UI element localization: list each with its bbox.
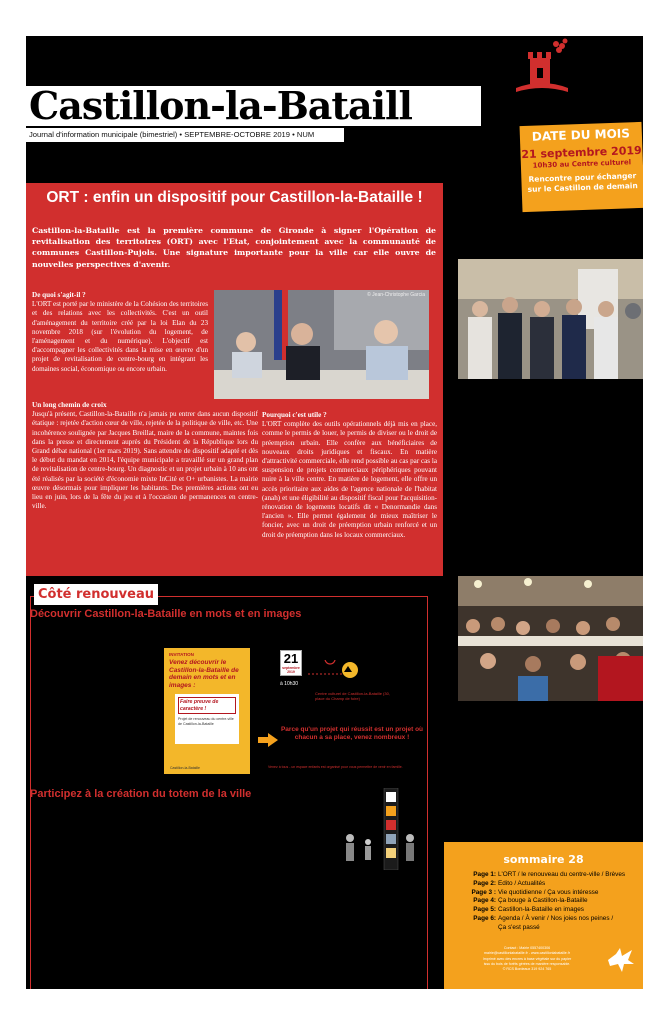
section-title: De quoi s'agit-il ?	[32, 291, 86, 299]
officials-photo	[458, 259, 643, 379]
sommaire-item: Page 4: Ça bouge à Castillon-la-Bataille	[473, 897, 588, 905]
flyer-project: Projet de renouveau du centre-ville de Castillon-la-Bataille	[178, 717, 234, 726]
date-box-date: 21 septembre 2019	[521, 143, 642, 162]
sommaire-box	[444, 842, 643, 989]
date-box-title: DATE DU MOIS	[531, 126, 631, 144]
sommaire-item: Page 6: Agenda / À venir / Nos joies nos peines /	[473, 914, 614, 922]
sommaire-item: Ça s'est passé	[498, 923, 540, 931]
article-title: ORT : enfin un dispositif pour Castillon-la-Bataille !	[46, 189, 423, 206]
calendar-icon	[280, 650, 302, 676]
sommaire-list	[444, 871, 643, 933]
event-venue: Centre culturel de Castillon-la-Bataille (30, place du Champ de foire)	[315, 691, 390, 701]
newsletter-title: Castillon-la-Bataill	[29, 86, 412, 126]
newsletter-page	[26, 36, 643, 989]
section-text: L'ORT est porté par le ministère de la Cohésion des territoires et des relations avec les collectivités. C'est un outil d'aménagement du territoire créé par la loi Elan du 23 novembre 2018 (sur l'évolution du logement, de l'aménagement et du numérique). L'objectif est d'accompagner les collectivités dans la mise en œuvre d'un projet de revitalisation de centre-bourg en intégrant les domaines social, économique ou encore urbain.	[32, 300, 208, 373]
event-crowd-photo-image	[458, 576, 643, 701]
totem-illustration	[336, 788, 426, 870]
ort-article	[26, 183, 443, 576]
location-pin-icon	[308, 660, 358, 686]
sommaire-item: Page 5: Castillon-la-Bataille en images	[473, 906, 584, 914]
newsletter-subline: Journal d'information municipale (bimestriel) • SEPTEMBRE-OCTOBRE 2019 • NUM	[26, 128, 344, 142]
signing-photo-image	[214, 290, 429, 399]
section-text: L'ORT complète des outils opérationnels déjà mis en place, comme le permis de louer, le permis de diviser ou le droit de préemption urbain. Elle confère aux bénéficiaires de nouveaux droits juridiques et fiscaux. En matière d'attractivité commerciale, elle rend possible au cas par cas la suspension de projets commerciaux périphériques pouvant nuire à la ville centre. En matière de logement, elle offre un accès prioritaire aux aides de l'agence nationale de l'habitat (anah) et une éligibilité au dispositif fiscal pour l'acquisition-rénovation de logements locatifs dit « Denormandie dans l'ancien ». Elle permet également de mieux maîtriser le foncier, avec un droit de préemption urbain renforcé et un droit de préemption dans les locaux commerciaux.	[262, 420, 437, 539]
article-chapo: Castillon-la-Bataille est la première commune de Gironde à signer l'Opération de revitalisation des territoires (ORT) avec l'Etat, conjointement avec la communauté de communes Castillon-Pujols. Une signature importante pour la ville car elle ouvre de nouvelles perspectives d'avenir.	[32, 226, 436, 269]
officials-photo-image	[458, 259, 643, 379]
flyer-footer: Castillon-la-Bataille	[170, 766, 200, 770]
castle-logo-icon	[508, 38, 576, 94]
flyer-tag: INVITATION	[169, 652, 194, 657]
date-box-time: 10h30 au Centre culturel	[532, 158, 632, 170]
event-promo-text: Parce qu'un projet qui réussit est un projet où chacun a sa place, venez nombreux !	[280, 726, 424, 742]
invitation-flyer	[164, 648, 250, 774]
flyer-heading: Venez découvrir le Castillon-la-Bataille de demain en mots et en images :	[169, 659, 239, 689]
photo-credit: © Jean-Christophe Garcia	[367, 292, 425, 298]
flyer-inner-card	[175, 694, 239, 744]
section-title: Un long chemin de croix	[32, 401, 107, 409]
article-section-why	[262, 411, 437, 540]
cote-subtitle-discover: Découvrir Castillon-la-Bataille en mots et en images	[30, 608, 302, 620]
signing-photo	[214, 290, 429, 399]
cote-subtitle-totem: Participez à la création du totem de la ville	[30, 788, 252, 800]
article-section-what	[32, 291, 208, 374]
sommaire-item: Page 1: L'ORT / le renouveau du centre-ville / Brèves	[473, 871, 626, 878]
flyer-slogan: Faire preuve de caractère !	[178, 697, 236, 714]
masthead	[26, 86, 481, 126]
article-section-history	[32, 401, 258, 511]
section-title: Pourquoi c'est utile ?	[262, 411, 327, 419]
calendar-day: 21	[283, 651, 299, 666]
sommaire-title: sommaire 28	[503, 853, 584, 866]
sommaire-footer: Contact : Mairie 0557400306 mairie@castillonlabataille.fr - www.castillonlabataille.fr Imprimé avec des encres à base végétale sur du papier issu du bois de forêts gérées de manière responsable. © RCS Bordeaux 319 924 765	[482, 946, 572, 972]
calendar-month: septembre 2019	[282, 666, 300, 674]
sommaire-item: Page 3 : Vie quotidienne / Ça vous intéresse	[471, 888, 599, 896]
section-text: Jusqu'à présent, Castillon-la-Bataille n'a jamais pu entrer dans aucun dispositif étatique : rejetée d'action cœur de ville, rejetée de la politique de ville, etc. Une incohérence soulignée par Jacques Breillat, maire de la commune, maintes fois dans la presse et directement auprès du Président de la République lors du Grand débat national (1er mars 2019). Sans attendre de dispositif adapté et dès le début du mandat en 2014, l'équipe municipale a travaillé sur un grand plan de revitalisation de centre-bourg. Un diagnostic et un projet urbain à 10 ans ont été réalisés par la société d'économie mixte InCité et O+ urbanistes. La mairie œuvre désormais pour impliquer les habitants. Des premières actions ont eu lieu en juin, lors de la fête du jeu et à l'occasion de permanences en centre-ville.	[32, 410, 258, 511]
heraldic-bird-icon	[606, 946, 636, 974]
event-note: Venez à tous - un espace enfants est organisé pour vous permettre de venir en famille.	[268, 765, 403, 769]
arrow-right-icon	[258, 733, 278, 747]
date-of-month-box	[520, 122, 643, 212]
event-crowd-photo	[458, 576, 643, 701]
event-time: à 10h30	[280, 681, 299, 687]
cote-renouveau-label: Côté renouveau	[34, 584, 158, 605]
sommaire-item: Page 2: Edito / Actualités	[473, 879, 546, 887]
date-box-text: Rencontre pour échanger sur le Castillon de demain	[527, 171, 638, 194]
